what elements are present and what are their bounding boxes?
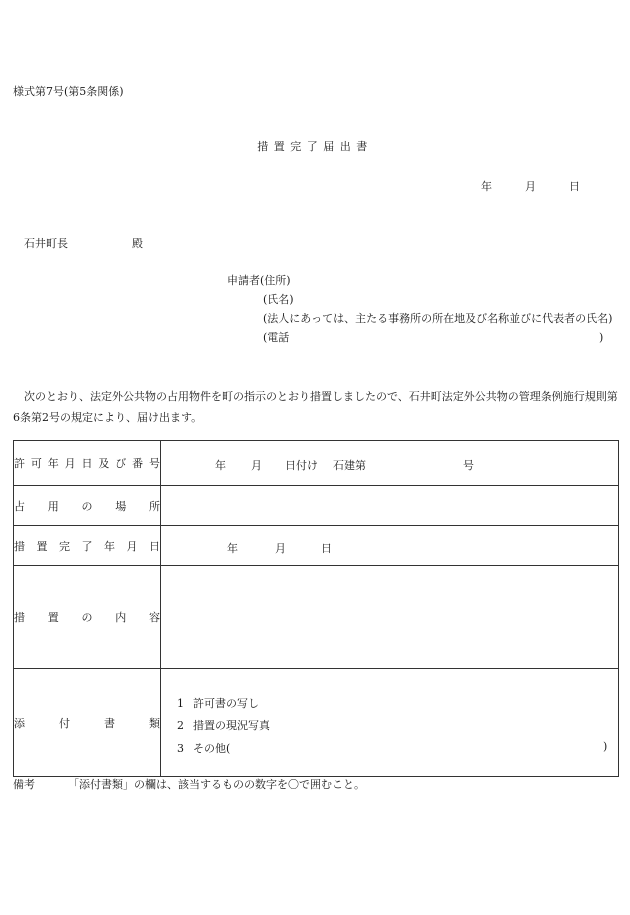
applicant-phone-close: ) xyxy=(599,331,604,344)
addressee xyxy=(24,238,143,249)
remarks-text: 「添付書類」の欄は、該当するものの数字を〇で囲むこと。 xyxy=(68,778,365,791)
completion-year: 年 xyxy=(227,542,238,555)
contents-label-cell xyxy=(14,566,161,669)
addressee-name: 石井町長 xyxy=(24,237,68,250)
attachments-label-cell xyxy=(14,669,161,777)
document-title: 措置完了届出書 xyxy=(257,140,373,153)
form-number: 様式第7号(第5条関係) xyxy=(13,85,124,98)
permit-day-suffix: 日付け xyxy=(285,459,318,472)
location-value-cell[interactable] xyxy=(161,486,619,526)
contents-row xyxy=(14,566,619,669)
permit-month: 月 xyxy=(251,459,262,472)
date-month: 月 xyxy=(525,180,536,193)
attachments-label: 添 付 書 類 xyxy=(14,716,160,730)
completion-day: 日 xyxy=(321,542,332,555)
addressee-suffix: 殿 xyxy=(132,237,143,250)
completion-month: 月 xyxy=(275,542,286,555)
attachment-other-close: ) xyxy=(603,740,608,753)
permit-number-prefix: 石建第 xyxy=(333,459,366,472)
location-label-cell xyxy=(14,486,161,526)
date-day: 日 xyxy=(569,180,580,193)
contents-label: 措 置 の 内 容 xyxy=(14,611,160,624)
permit-year: 年 xyxy=(215,459,226,472)
date-year: 年 xyxy=(481,180,492,193)
completion-date-row xyxy=(14,526,619,566)
attachment-item-2[interactable]: 2 措置の現況写真 xyxy=(177,719,270,732)
attachment-item-3[interactable]: 3 その他( xyxy=(177,742,231,755)
location-label: 占 用 の 場 所 xyxy=(14,499,160,513)
applicant-corporation-note: (法人にあっては、主たる事務所の所在地及び名称並びに代表者の氏名) xyxy=(263,312,613,325)
applicant-phone-label: (電話 xyxy=(263,331,290,344)
applicant-name-label: (氏名) xyxy=(263,293,294,306)
completion-date-value-cell[interactable] xyxy=(161,526,619,566)
contents-value-cell[interactable] xyxy=(161,566,619,669)
form-table xyxy=(13,440,619,777)
attachments-row xyxy=(14,669,619,777)
remarks-label: 備考 xyxy=(13,778,35,791)
permit-label: 許 可 年 月 日 及 び 番 号 xyxy=(14,457,160,470)
attachments-value-cell[interactable] xyxy=(161,669,619,777)
submission-date xyxy=(481,181,580,192)
permit-value-cell[interactable] xyxy=(161,441,619,486)
attachment-item-1[interactable]: 1 許可書の写し xyxy=(177,697,259,710)
body-text: 次のとおり、法定外公共物の占用物件を町の指示のとおり措置しましたので、石井町法定外公共物の管理条例施行規則第6条第2号の規定により、届け出ます。 xyxy=(13,390,618,424)
completion-date-label-cell xyxy=(14,526,161,566)
location-row xyxy=(14,486,619,526)
permit-label-cell xyxy=(14,441,161,486)
permit-number-suffix: 号 xyxy=(463,459,474,472)
completion-date-label: 措 置 完 了 年 月 日 xyxy=(14,539,160,553)
permit-row xyxy=(14,441,619,486)
applicant-address-label: 申請者(住所) xyxy=(227,274,291,287)
